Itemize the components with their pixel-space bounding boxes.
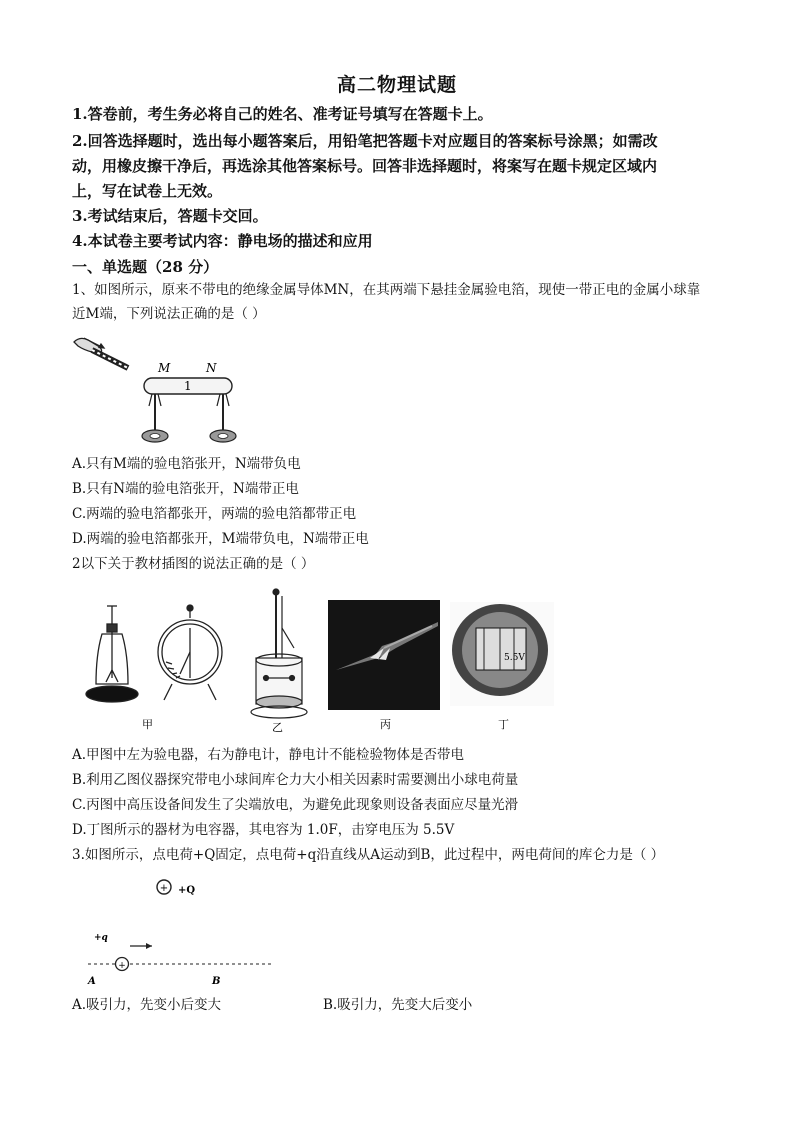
section-heading: 一、单选题（28 分）: [72, 258, 219, 276]
label-m: M: [158, 361, 171, 375]
q1-option-c: C.两端的验电箔都张开，两端的验电箔都带正电: [72, 506, 357, 522]
q2-stem: 2以下关于教材插图的说法正确的是（ ）: [72, 556, 315, 572]
electroscope-icon: [86, 606, 138, 702]
q2-option-a: A.甲图中左为验电器，右为静电计，静电计不能检验物体是否带电: [72, 747, 465, 763]
label-mark: 1: [184, 379, 192, 393]
q1-stem-line2: 近M端，下列说法正确的是（ ）: [72, 306, 266, 322]
electrometer-icon: [158, 605, 222, 700]
label-b: B: [212, 976, 221, 987]
q1-figure: [70, 332, 240, 450]
caption-yi: 乙: [272, 721, 283, 734]
q1-option-d: D.两端的验电箔都张开，M端带负电，N端带正电: [72, 531, 369, 547]
caption-jia: 甲: [142, 718, 153, 731]
q2-option-d: D.丁图所示的器材为电容器，其电容为 1.0F，击穿电压为 5.5V: [72, 822, 455, 838]
note-1: 1.答卷前，考生务必将自己的姓名、准考证号填写在答题卡上。: [72, 105, 493, 123]
label-a: A: [88, 976, 96, 987]
q1-stem-line1: 1、如图所示，原来不带电的绝缘金属导体MN，在其两端下悬挂金属验电箔，现使一带正电的金属小球靠: [72, 282, 701, 298]
q2-option-b: B.利用乙图仪器探究带电小球间库仑力大小相关因素时需要测出小球电荷量: [72, 772, 519, 788]
note-2-cont: 动，用橡皮擦干净后，再选涂其他答案标号。回答非选择题时，将案写在题卡规定区域内: [72, 157, 658, 175]
note-2-end: 上，写在试卷上无效。: [72, 182, 223, 200]
charge-q-plus: +: [159, 883, 169, 894]
q2-option-c: C.丙图中高压设备间发生了尖端放电，为避免此现象则设备表面应尽量光滑: [72, 797, 519, 813]
capacitor-photo: [450, 602, 554, 706]
caption-bing: 丙: [380, 718, 391, 731]
capacitor-label: 5.5V: [504, 653, 525, 663]
q3-stem: 3.如图所示，点电荷+Q固定，点电荷+q沿直线从A运动到B，此过程中，两电荷间的库仑力是（ ）: [72, 847, 665, 863]
label-n: N: [206, 361, 217, 375]
label-small-q: +q: [94, 933, 108, 943]
q3-option-b: B.吸引力，先变大后变小: [323, 997, 473, 1013]
q2-figures: [80, 588, 560, 736]
charge-small-plus: +: [118, 961, 126, 971]
note-2: 2.回答选择题时，选出每小题答案后，用铅笔把答题卡对应题目的答案标号涂黑；如需改: [72, 132, 658, 150]
label-big-q: +Q: [178, 885, 196, 896]
charged-rod-icon: [74, 338, 128, 368]
torsion-balance-icon: [251, 589, 307, 718]
note-4: 4.本试卷主要考试内容：静电场的描述和应用: [72, 232, 373, 250]
q1-option-b: B.只有N端的验电箔张开，N端带正电: [72, 481, 299, 497]
note-3: 3.考试结束后，答题卡交回。: [72, 207, 268, 225]
q3-figure: [80, 872, 280, 988]
q1-option-a: A.只有M端的验电箔张开，N端带负电: [72, 456, 301, 472]
caption-ding: 丁: [498, 718, 509, 731]
discharge-photo: [328, 600, 440, 710]
q3-option-a: A.吸引力，先变小后变大: [72, 997, 222, 1013]
page-title: 高二物理试题: [336, 74, 457, 96]
